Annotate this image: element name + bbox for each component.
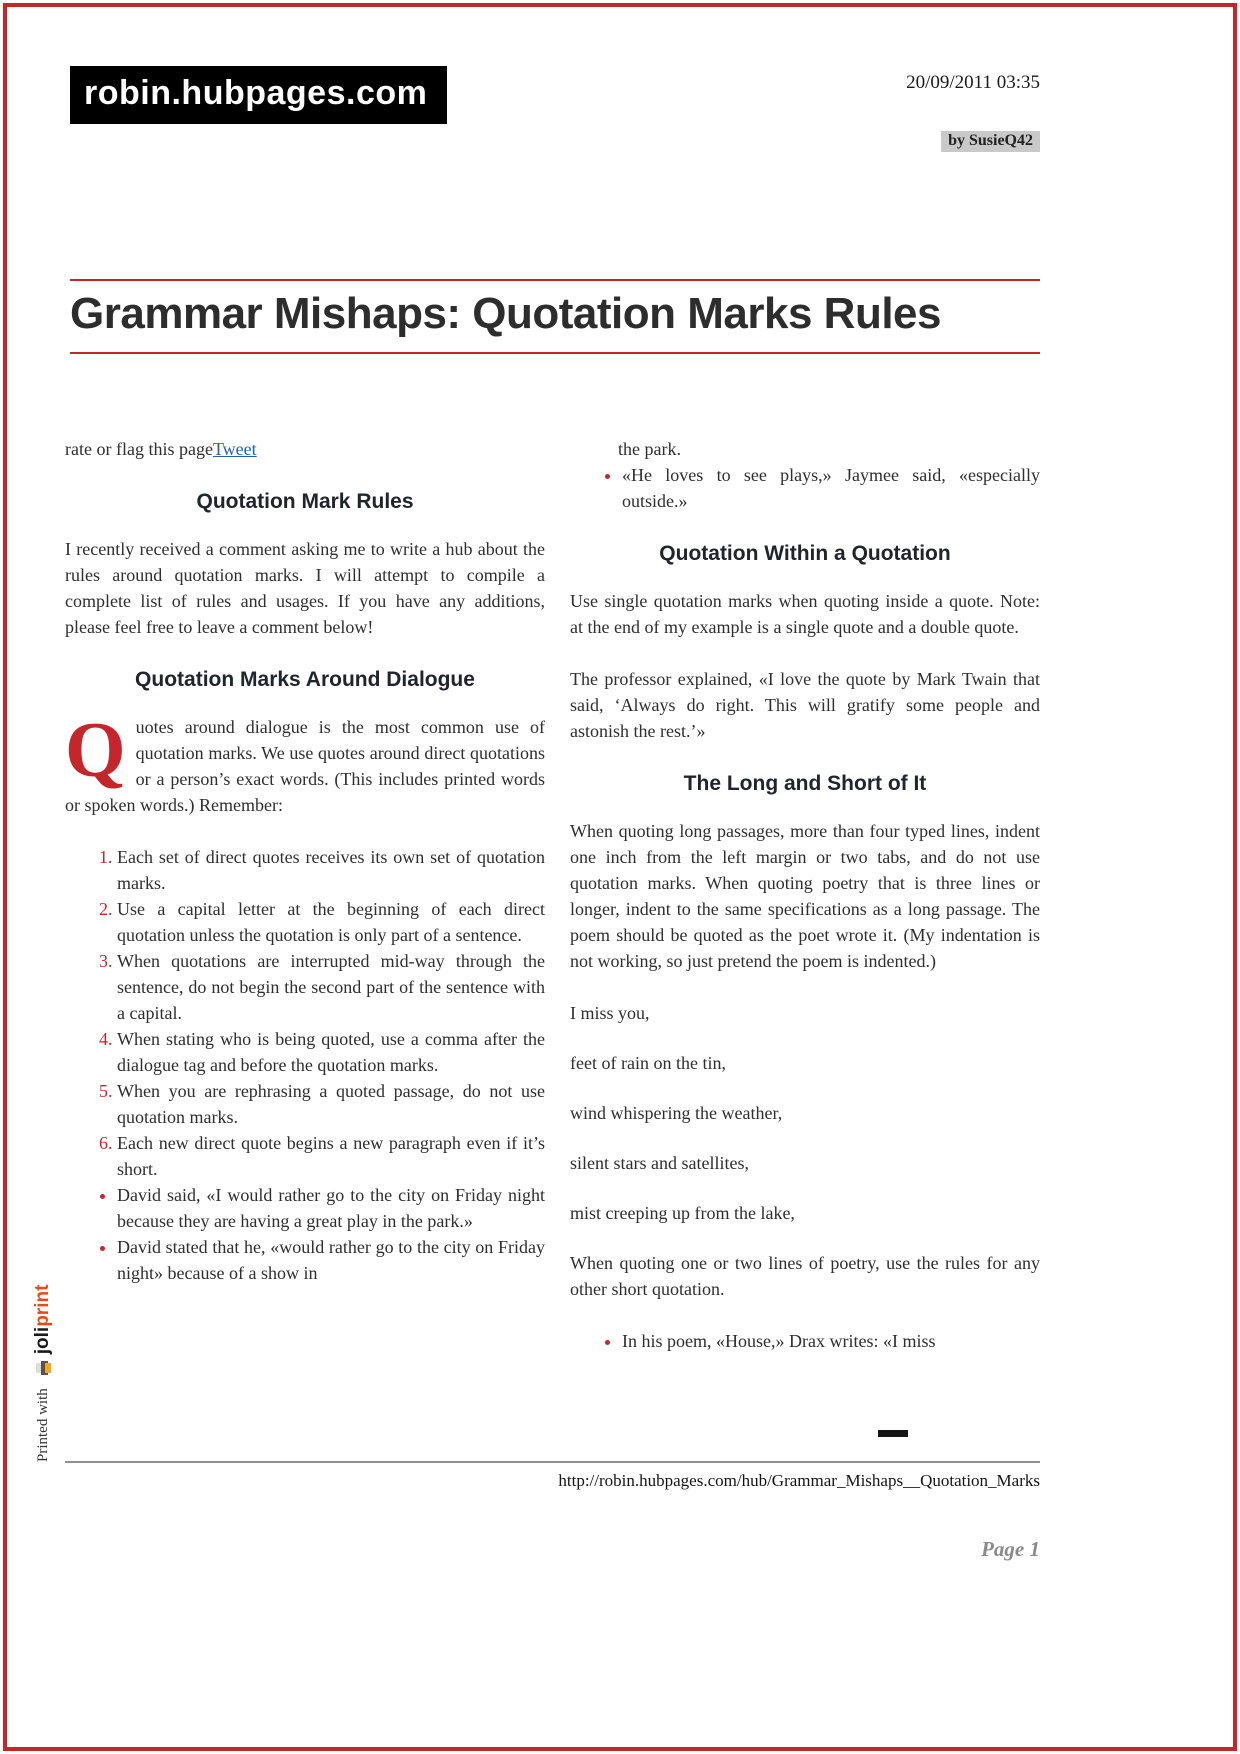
footer-rule	[65, 1461, 1040, 1463]
poem-block	[570, 1000, 1040, 1226]
rule-list-item: 2. Use a capital letter at the beginning of each direct quotation unless the quotation is only part of a sentence.	[117, 896, 545, 948]
page-number: Page 1	[981, 1537, 1040, 1561]
rule-list-item: 6. Each new direct quote begins a new paragraph even if it’s short.	[117, 1130, 545, 1182]
dropcap-paragraph-text: uotes around dialogue is the most common use of quotation marks. We use quotes around direct quotations or a person’s exact words. (This includes printed words or spoken words.) Remember:	[65, 717, 545, 815]
section-heading-quotation-mark-rules: Quotation Mark Rules	[196, 490, 414, 513]
joliprint-logo	[32, 1285, 54, 1379]
within-paragraph-2: The professor explained, «I love the quote by Mark Twain that said, ‘Always do right. This will gratify some people and astonish the rest.’»	[570, 669, 1040, 741]
dropcap-letter: Q	[65, 706, 126, 793]
dropcap-paragraph	[65, 706, 545, 818]
footer-mark	[878, 1430, 908, 1437]
poem-line: I miss you,	[570, 1003, 650, 1023]
short-quotation-paragraph: When quoting one or two lines of poetry, use the rules for any other short quotation.	[570, 1253, 1040, 1299]
examples-list-top	[570, 462, 1040, 514]
article-body	[65, 436, 1040, 1354]
rule-list-item: 5. When you are rephrasing a quoted passage, do not use quotation marks.	[117, 1078, 545, 1130]
poem-line: wind whispering the weather,	[570, 1103, 783, 1123]
poem-line: silent stars and satellites,	[570, 1153, 749, 1173]
examples-list-bottom	[570, 1328, 1040, 1354]
byline-badge: by SusieQ42	[941, 131, 1040, 152]
logo-text-print: print	[32, 1284, 53, 1327]
rule-list-item: 4. When stating who is being quoted, use a comma after the dialogue tag and before the quotation marks.	[117, 1026, 545, 1078]
printed-date: 20/09/2011 03:35	[906, 72, 1040, 93]
dialogue-examples-list	[65, 1182, 545, 1286]
example-list-item: • David said, «I would rather go to the city on Friday night because they are having a great play in the park.»	[117, 1182, 545, 1234]
within-paragraph-1: Use single quotation marks when quoting inside a quote. Note: at the end of my example is a single quote and a double quote.	[570, 591, 1040, 637]
rate-flag-line	[65, 436, 545, 462]
tweet-link[interactable]: Tweet	[212, 439, 257, 459]
dialogue-rules-list	[65, 844, 545, 1182]
section-heading-quotation-marks-around-dialogue: Quotation Marks Around Dialogue	[135, 668, 475, 691]
intro-paragraph: I recently received a comment asking me to write a hub about the rules around quotation marks. I will attempt to compile a complete list of rules and usages. If you have any additions, please feel free to leave a comment below!	[65, 539, 545, 637]
rule-list-item: 3. When quotations are interrupted mid-way through the sentence, do not begin the second part of the sentence with a capital.	[117, 948, 545, 1026]
continuation-paragraph: the park.	[618, 439, 681, 459]
footer-url: http://robin.hubpages.com/hub/Grammar_Mishaps__Quotation_Marks	[558, 1471, 1040, 1490]
print-credit	[32, 1285, 54, 1462]
right-column	[570, 436, 1040, 1354]
example-list-item: • In his poem, «House,» Drax writes: «I miss	[622, 1328, 1040, 1354]
logo-text-joli: joli	[32, 1326, 53, 1355]
section-heading-the-long-and-short-of-it: The Long and Short of It	[683, 772, 927, 795]
printed-with-label: Printed with	[34, 1388, 51, 1462]
poem-line: feet of rain on the tin,	[570, 1053, 726, 1073]
section-heading-quotation-within-a-quotation: Quotation Within a Quotation	[659, 542, 951, 565]
long-passages-paragraph: When quoting long passages, more than four typed lines, indent one inch from the left margin or two tabs, and do not use quotation marks. When quoting poetry that is three lines or longer, indent to the same specifications as a long passage. The poem should be quoted as the poet wrote it. (My indentation is not working, so just pretend the poem is indented.)	[570, 821, 1040, 971]
title-block	[70, 279, 1040, 354]
example-list-item: • David stated that he, «would rather go to the city on Friday night» because of a show in	[117, 1234, 545, 1286]
printer-icon	[33, 1358, 53, 1378]
example-list-item: • «He loves to see plays,» Jaymee said, «especially outside.»	[622, 462, 1040, 514]
rate-flag-text: rate or flag this page	[65, 439, 213, 459]
site-banner: robin.hubpages.com	[70, 66, 447, 124]
left-column	[65, 436, 545, 1354]
rule-list-item: 1. Each set of direct quotes receives its own set of quotation marks.	[117, 844, 545, 896]
page-title: Grammar Mishaps: Quotation Marks Rules	[70, 289, 941, 338]
poem-line: mist creeping up from the lake,	[570, 1203, 795, 1223]
